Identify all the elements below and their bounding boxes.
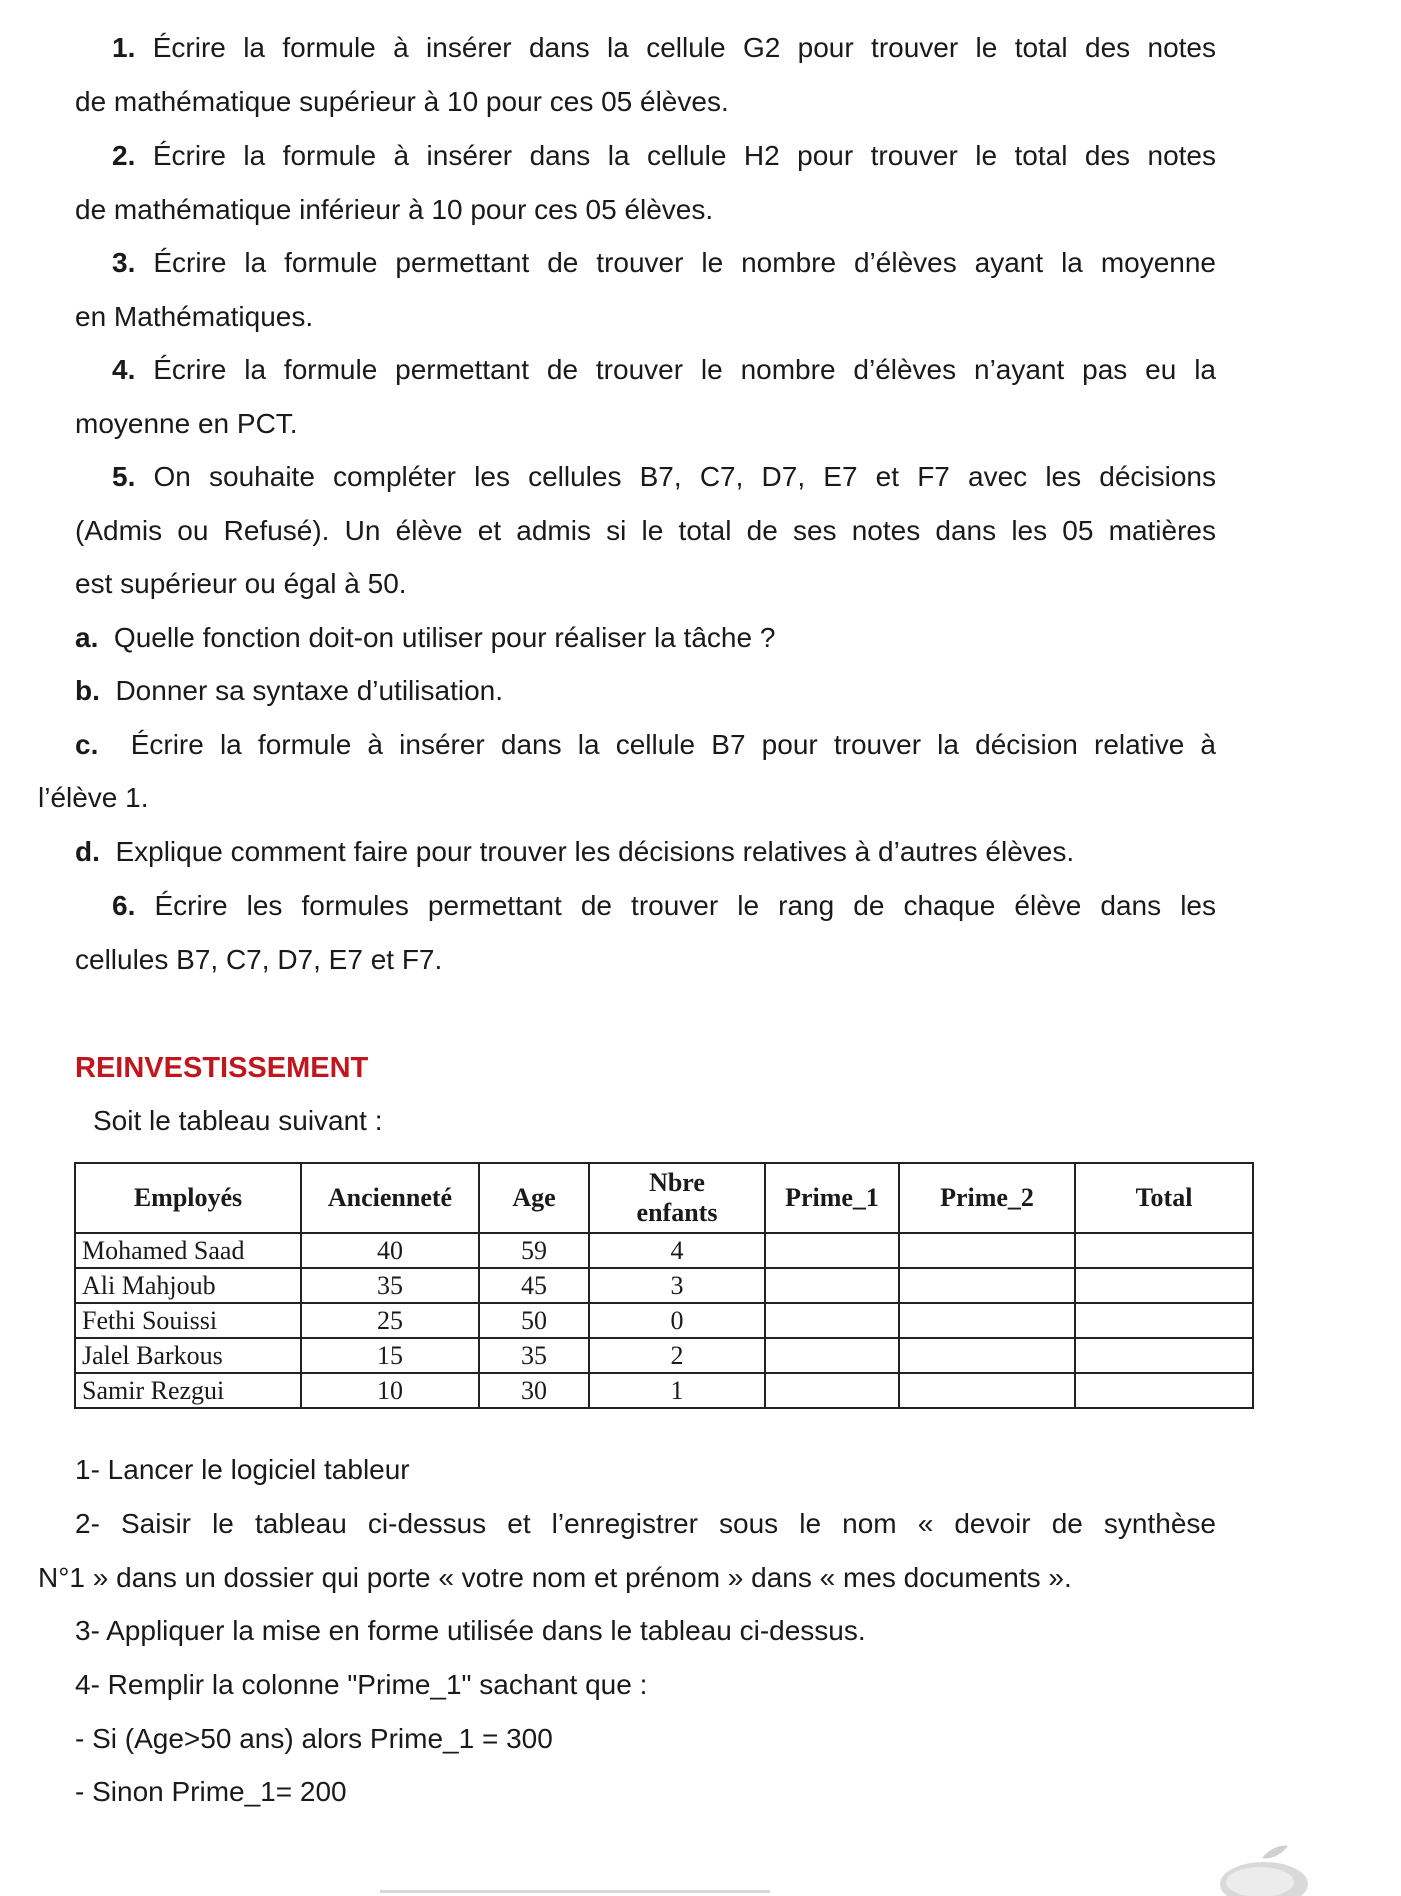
cell-prime-1 <box>765 1303 899 1338</box>
cell-total <box>1075 1338 1253 1373</box>
question-3-line-2: en Mathématiques. <box>75 301 314 332</box>
question-3-line-1: 3. Écrire la formule permettant de trouver le nombre d’élèves ayant la moyenne <box>112 247 1217 278</box>
header-age: Age <box>479 1163 589 1233</box>
cell-enfants: 1 <box>589 1373 765 1408</box>
cell-prime-2 <box>899 1303 1075 1338</box>
cell-prime-2 <box>899 1338 1075 1373</box>
question-1-line-1: 1. Écrire la formule à insérer dans la cellule G2 pour trouver le total des notes <box>112 32 1216 63</box>
question-5a: a. Quelle fonction doit-on utiliser pour réaliser la tâche ? <box>75 622 776 653</box>
question-5d: d. Explique comment faire pour trouver les décisions relatives à d’autres élèves. <box>75 836 1075 867</box>
question-5-line-1: 5. On souhaite compléter les cellules B7, C7, D7, E7 et F7 avec les décisions <box>112 461 1217 492</box>
cell-anciennete: 25 <box>301 1303 479 1338</box>
question-5a-letter: a. <box>75 622 99 653</box>
cell-age: 30 <box>479 1373 589 1408</box>
question-5c-line-1: c. Écrire la formule à insérer dans la cellule B7 pour trouver la décision relative à <box>75 729 1217 760</box>
question-1-number: 1. <box>112 32 136 63</box>
table-row <box>75 1233 1253 1268</box>
cell-employe: Ali Mahjoub <box>75 1268 301 1303</box>
question-6-number: 6. <box>112 890 136 921</box>
cell-prime-2 <box>899 1268 1075 1303</box>
step-1: 1- Lancer le logiciel tableur <box>75 1454 410 1485</box>
question-5b: b. Donner sa syntaxe d’utilisation. <box>75 675 503 706</box>
cell-prime-1 <box>765 1268 899 1303</box>
cell-enfants: 3 <box>589 1268 765 1303</box>
cell-age: 35 <box>479 1338 589 1373</box>
question-4-line-2: moyenne en PCT. <box>75 408 298 439</box>
step-3: 3- Appliquer la mise en forme utilisée dans le tableau ci-dessus. <box>75 1615 866 1646</box>
cell-age: 45 <box>479 1268 589 1303</box>
section-heading: REINVESTISSEMENT <box>75 1052 369 1084</box>
cell-employe: Mohamed Saad <box>75 1233 301 1268</box>
question-5-line-2: (Admis ou Refusé). Un élève et admis si le total de ses notes dans les 05 matières <box>75 515 1216 546</box>
header-employes: Employés <box>75 1163 301 1233</box>
footer-divider <box>380 1890 770 1893</box>
question-5-line-3: est supérieur ou égal à 50. <box>75 568 407 599</box>
question-4-number: 4. <box>112 354 136 385</box>
step-4-else: - Sinon Prime_1= 200 <box>75 1776 347 1807</box>
table-row <box>75 1268 1253 1303</box>
question-5b-letter: b. <box>75 675 100 706</box>
cell-prime-1 <box>765 1233 899 1268</box>
cell-total <box>1075 1268 1253 1303</box>
cell-employe: Jalel Barkous <box>75 1338 301 1373</box>
question-5c-line-2: l’élève 1. <box>38 782 149 813</box>
cell-prime-1 <box>765 1338 899 1373</box>
cell-total <box>1075 1303 1253 1338</box>
header-nbre-enfants: Nbre enfants <box>589 1163 765 1233</box>
step-4: 4- Remplir la colonne "Prime_1" sachant que : <box>75 1669 648 1700</box>
question-6-line-1: 6. Écrire les formules permettant de trouver le rang de chaque élève dans les <box>112 890 1216 921</box>
cell-prime-2 <box>899 1233 1075 1268</box>
question-5-number: 5. <box>112 461 136 492</box>
header-total: Total <box>1075 1163 1253 1233</box>
cell-anciennete: 35 <box>301 1268 479 1303</box>
cell-enfants: 4 <box>589 1233 765 1268</box>
cell-total <box>1075 1233 1253 1268</box>
cell-prime-2 <box>899 1373 1075 1408</box>
step-2-line-2: N°1 » dans un dossier qui porte « votre nom et prénom » dans « mes documents ». <box>38 1562 1072 1593</box>
question-6-line-2: cellules B7, C7, D7, E7 et F7. <box>75 944 443 975</box>
question-5c-letter: c. <box>75 729 99 760</box>
question-2-line-2: de mathématique inférieur à 10 pour ces 05 élèves. <box>75 194 714 225</box>
step-2-line-1: 2- Saisir le tableau ci-dessus et l’enregistrer sous le nom « devoir de synthèse <box>75 1508 1216 1539</box>
step-4-condition: - Si (Age>50 ans) alors Prime_1 = 300 <box>75 1723 553 1754</box>
table-intro: Soit le tableau suivant : <box>93 1105 383 1136</box>
cell-age: 59 <box>479 1233 589 1268</box>
cell-prime-1 <box>765 1373 899 1408</box>
cell-enfants: 0 <box>589 1303 765 1338</box>
question-4-line-1: 4. Écrire la formule permettant de trouver le nombre d’élèves n’ayant pas eu la <box>112 354 1216 385</box>
table-row <box>75 1303 1253 1338</box>
header-prime-1: Prime_1 <box>765 1163 899 1233</box>
cell-anciennete: 40 <box>301 1233 479 1268</box>
apple-logo-icon <box>1212 1838 1310 1896</box>
cell-employe: Samir Rezgui <box>75 1373 301 1408</box>
employees-table <box>74 1162 1254 1409</box>
question-2-line-1: 2. Écrire la formule à insérer dans la cellule H2 pour trouver le total des notes <box>112 140 1216 171</box>
cell-anciennete: 15 <box>301 1338 479 1373</box>
question-2-number: 2. <box>112 140 136 171</box>
question-5d-letter: d. <box>75 836 100 867</box>
header-prime-2: Prime_2 <box>899 1163 1075 1233</box>
cell-enfants: 2 <box>589 1338 765 1373</box>
header-anciennete: Ancienneté <box>301 1163 479 1233</box>
cell-age: 50 <box>479 1303 589 1338</box>
cell-employe: Fethi Souissi <box>75 1303 301 1338</box>
table-header-row <box>75 1163 1253 1233</box>
question-3-number: 3. <box>112 247 136 278</box>
cell-anciennete: 10 <box>301 1373 479 1408</box>
cell-total <box>1075 1373 1253 1408</box>
table-row <box>75 1373 1253 1408</box>
question-1-line-2: de mathématique supérieur à 10 pour ces 05 élèves. <box>75 86 729 117</box>
table-row <box>75 1338 1253 1373</box>
